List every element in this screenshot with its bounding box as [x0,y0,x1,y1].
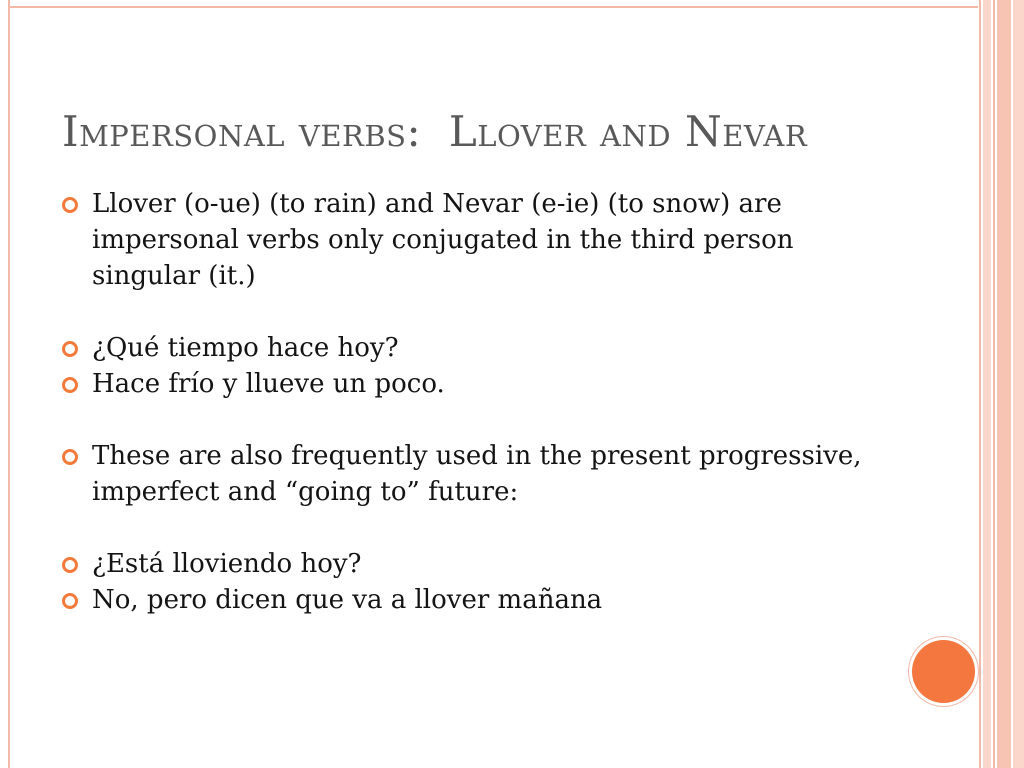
bullet-item [60,546,900,582]
bullet-text: Hace frío y llueve un poco. [92,369,445,399]
bullet-item [60,330,900,366]
bullet-item [60,438,900,510]
bullet-item [60,582,900,618]
bullet-item [60,366,900,402]
right-stripe [983,0,991,768]
circle-bullet-icon [62,593,78,609]
bullet-text: No, pero dicen que va a llover mañana [92,585,603,615]
slide-frame-top [8,6,978,8]
circle-bullet-icon [62,449,78,465]
slide-frame-left [8,0,10,768]
right-stripe [997,0,1011,768]
right-stripe [1013,0,1024,768]
bullet-text: These are also frequently used in the present progressive, imperfect and “going to” future: [92,441,862,507]
orange-circle-decoration [912,640,975,703]
circle-bullet-icon [62,197,78,213]
bullet-list [60,186,900,618]
bullet-item [60,186,900,294]
bullet-text: Llover (o-ue) (to rain) and Nevar (e-ie) (to snow) are impersonal verbs only conjugated in the third person singular (it.) [92,189,794,291]
bullet-text: ¿Qué tiempo hace hoy? [92,333,399,363]
slide-title: Impersonal verbs: Llover and Nevar [62,107,808,156]
right-stripe [993,0,995,768]
bullet-text: ¿Está lloviendo hoy? [92,549,362,579]
circle-bullet-icon [62,341,78,357]
circle-bullet-icon [62,377,78,393]
right-stripe [979,0,981,768]
circle-bullet-icon [62,557,78,573]
